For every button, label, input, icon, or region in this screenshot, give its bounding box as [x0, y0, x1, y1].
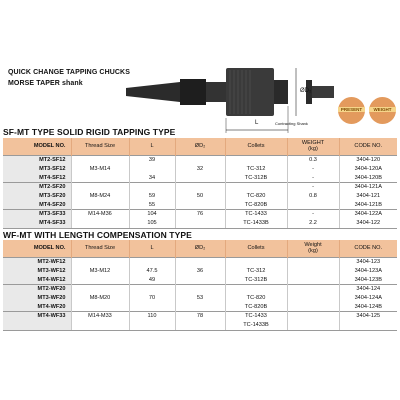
code-cell: 3404-122A	[339, 210, 397, 219]
collet-cell: TC-820B	[225, 200, 287, 209]
collet-cell: TC-312B	[225, 275, 287, 284]
weight-cell: -	[287, 210, 339, 219]
model-cell: MT2-SF12	[3, 156, 71, 165]
col-header-code: CODE NO.	[339, 240, 397, 258]
length-cell: 34	[129, 173, 175, 182]
collet-cell	[225, 285, 287, 294]
table-row	[3, 183, 397, 192]
weight-cell	[287, 275, 339, 284]
section-title-sf: SF-MT TYPE SOLID RIGID TAPPING TYPE	[3, 127, 176, 137]
code-cell: 3404-124A	[354, 295, 382, 302]
table-row	[3, 321, 397, 330]
chuck-nose	[274, 80, 288, 104]
table-row	[3, 258, 397, 267]
weight-cell: -	[287, 165, 339, 174]
table-row	[3, 267, 397, 276]
thread-size-cell: M8-M24	[71, 192, 129, 201]
col-header-thread: Thread Size	[71, 138, 129, 156]
collet-cell: TC-1433B	[225, 321, 287, 330]
col-header-weight: Weight (kg)	[287, 240, 339, 258]
table-row	[3, 275, 397, 284]
collet-body	[312, 86, 334, 98]
collet-cell: TC-312B	[225, 173, 287, 182]
diameter-cell: 50	[175, 192, 225, 201]
weight-badge-label: WEIGHT	[369, 107, 396, 112]
diameter-cell: 32	[175, 165, 225, 174]
collet-cell	[225, 183, 287, 192]
diameter-cell: 76	[175, 210, 225, 219]
length-cell: 70	[129, 294, 175, 303]
length-cell	[129, 258, 175, 267]
code-cell: 3404-121B	[354, 201, 382, 208]
weight-cell	[287, 200, 339, 209]
thread-size-cell	[71, 275, 129, 284]
weight-cell	[287, 258, 339, 267]
length-cell: 105	[129, 219, 175, 228]
weight-cell	[287, 312, 339, 321]
table-row	[3, 210, 397, 219]
thread-size-cell: M8-M20	[71, 294, 129, 303]
model-cell: MT3-WF20	[3, 294, 71, 303]
spec-table-wf	[3, 240, 397, 331]
col-header-thread: Thread Size	[71, 240, 129, 258]
length-cell	[129, 285, 175, 294]
code-cell: 3404-123A	[354, 268, 382, 275]
weight-cell	[287, 294, 339, 303]
table-row	[3, 173, 397, 182]
present-badge-label: PRESENT	[338, 107, 365, 112]
collet-cell: TC-820	[225, 294, 287, 303]
model-cell: MT4-WF20	[3, 302, 71, 311]
collet-cell	[225, 156, 287, 165]
length-cell: 39	[129, 156, 175, 165]
thread-size-cell	[71, 200, 129, 209]
length-cell	[129, 183, 175, 192]
model-cell: MT3-SF33	[3, 210, 71, 219]
code-cell: 3404-122	[339, 219, 397, 228]
diameter-cell	[175, 321, 225, 330]
spec-table-sf	[3, 138, 397, 229]
thread-size-cell	[71, 173, 129, 182]
length-cell: 49	[129, 275, 175, 284]
diameter-cell	[175, 183, 225, 192]
contracting-shank-label: Contracting Shank	[275, 121, 308, 126]
col-header-d2: ØD₂	[175, 138, 225, 156]
table-row	[3, 285, 397, 294]
model-cell: MT2-SF20	[3, 183, 71, 192]
model-cell	[3, 321, 71, 330]
diameter-cell	[175, 219, 225, 228]
weight-cell	[287, 302, 339, 311]
weight-cell	[287, 285, 339, 294]
diameter-cell: 53	[175, 294, 225, 303]
diameter-cell	[175, 258, 225, 267]
weight-cell: 2.2	[287, 219, 339, 228]
chuck-drawing	[118, 30, 340, 134]
model-cell: MT2-WF12	[3, 258, 71, 267]
weight-cell: 0.8	[287, 192, 339, 201]
length-cell: 59	[129, 192, 175, 201]
col-header-model: MODEL NO.	[3, 240, 71, 258]
code-cell	[339, 321, 397, 330]
thread-size-cell	[71, 302, 129, 311]
code-cell: 3404-124	[339, 285, 397, 294]
l-label: L	[255, 120, 259, 126]
col-header-weight: WEIGHT (kg)	[287, 138, 339, 156]
col-header-code: CODE NO.	[339, 138, 397, 156]
weight-cell	[287, 267, 339, 276]
table-row	[3, 156, 397, 165]
code-cell: 3404-120B	[354, 174, 382, 181]
diameter-cell: 78	[175, 312, 225, 321]
thread-size-cell: M3-M12	[71, 267, 129, 276]
page-title: QUICK CHANGE TAPPING CHUCKS	[8, 69, 130, 76]
length-cell	[129, 302, 175, 311]
code-cell: 3404-125	[339, 312, 397, 321]
diameter-cell	[175, 275, 225, 284]
col-header-collets: Collets	[225, 240, 287, 258]
table-row	[3, 219, 397, 228]
collet-cell: TC-1433B	[225, 219, 287, 228]
taper-shank	[126, 82, 180, 102]
collet-cell	[225, 258, 287, 267]
collet-cell: TC-1433	[225, 210, 287, 219]
length-cell	[129, 165, 175, 174]
table-row	[3, 302, 397, 311]
length-cell: 104	[129, 210, 175, 219]
length-cell: 110	[129, 312, 175, 321]
thread-size-cell: M14-M36	[71, 210, 129, 219]
present-badge	[338, 97, 365, 124]
length-cell: 55	[129, 200, 175, 209]
code-cell: 3404-123	[339, 258, 397, 267]
collet-cell: TC-1433	[225, 312, 287, 321]
model-cell: MT3-SF12	[3, 165, 71, 174]
thread-size-cell	[71, 285, 129, 294]
thread-size-cell: M3-M14	[71, 165, 129, 174]
d2-label: ØD₂	[300, 88, 312, 94]
table-row	[3, 165, 397, 174]
weight-cell: 0.3	[287, 156, 339, 165]
model-cell: MT2-WF20	[3, 285, 71, 294]
diameter-cell	[175, 200, 225, 209]
length-cell: 47.5	[129, 267, 175, 276]
shank-collar	[180, 79, 206, 105]
model-cell: MT3-SF20	[3, 192, 71, 201]
col-header-model: MODEL NO.	[3, 138, 71, 156]
code-cell: 3404-121A	[339, 183, 397, 192]
thread-size-cell	[71, 156, 129, 165]
code-cell: 3404-120	[339, 156, 397, 165]
model-cell: MT4-SF20	[3, 200, 71, 209]
model-cell: MT4-SF33	[3, 219, 71, 228]
collet-cell: TC-312	[225, 165, 287, 174]
weight-cell: -	[287, 173, 339, 182]
length-cell	[129, 321, 175, 330]
col-header-l: L	[129, 138, 175, 156]
collet-cell: TC-312	[225, 267, 287, 276]
table-row	[3, 200, 397, 209]
diameter-cell	[175, 285, 225, 294]
page-subtitle: MORSE TAPER shank	[8, 80, 83, 87]
thread-size-cell	[71, 258, 129, 267]
model-cell: MT4-WF33	[3, 312, 71, 321]
thread-size-cell	[71, 219, 129, 228]
table-row	[3, 192, 397, 201]
model-cell: MT4-SF12	[3, 173, 71, 182]
model-cell: MT3-WF12	[3, 267, 71, 276]
shank-neck	[206, 82, 226, 102]
weight-cell: -	[287, 183, 339, 192]
section-title-wf: WF-MT WITH LENGTH COMPENSATION TYPE	[3, 230, 192, 240]
table-row	[3, 294, 397, 303]
code-cell: 3404-121	[356, 193, 381, 200]
code-cell: 3404-124B	[354, 303, 382, 310]
code-cell: 3404-120A	[354, 166, 382, 173]
table-row	[3, 312, 397, 321]
code-cell: 3404-123B	[354, 276, 382, 283]
diameter-cell	[175, 173, 225, 182]
weight-cell	[287, 321, 339, 330]
diameter-cell: 36	[175, 267, 225, 276]
model-cell: MT4-WF12	[3, 275, 71, 284]
diameter-cell	[175, 156, 225, 165]
thread-size-cell	[71, 183, 129, 192]
col-header-collets: Collets	[225, 138, 287, 156]
weight-badge	[369, 97, 396, 124]
diameter-cell	[175, 302, 225, 311]
thread-size-cell: M14-M33	[71, 312, 129, 321]
collet-cell: TC-820	[225, 192, 287, 201]
collet-cell: TC-820B	[225, 302, 287, 311]
thread-size-cell	[71, 321, 129, 330]
col-header-l: L	[129, 240, 175, 258]
col-header-d2: ØD₂	[175, 240, 225, 258]
